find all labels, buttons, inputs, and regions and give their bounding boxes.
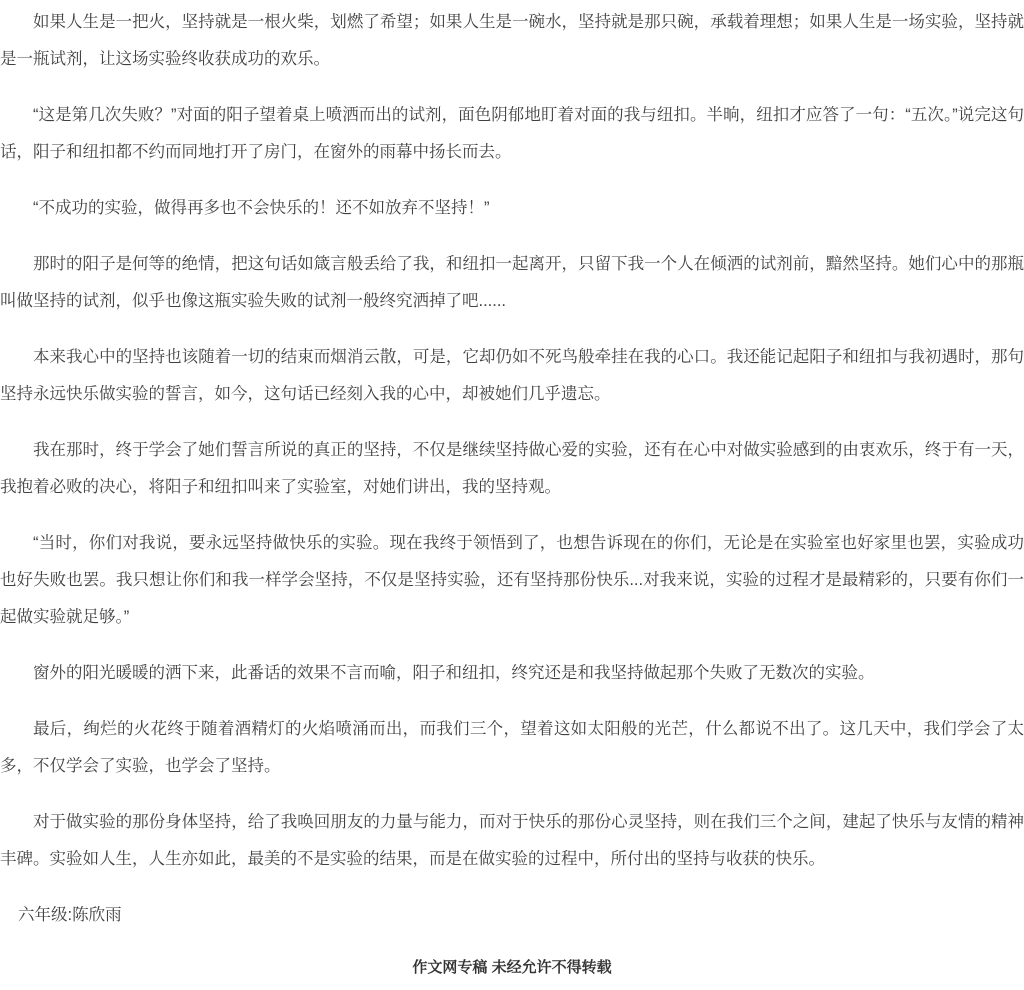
copyright-notice: 作文网专稿 未经允许不得转载 xyxy=(412,959,612,976)
essay-paragraph: 那时的阳子是何等的绝情，把这句话如箴言般丢给了我，和纽扣一起离开，只留下我一个人在倾洒的试剂前，黯然坚持。她们心中的那瓶叫做坚持的试剂，似乎也像这瓶实验失败的试剂一般终究洒掉了吧...... xyxy=(0,255,1024,310)
essay-paragraph: 我在那时，终于学会了她们誓言所说的真正的坚持，不仅是继续坚持做心爱的实验，还有在心中对做实验感到的由衷欢乐，终于有一天，我抱着必败的决心，将阳子和纽扣叫来了实验室，对她们讲出，我的坚持观。 xyxy=(0,441,1024,496)
essay-paragraph: 本来我心中的坚持也该随着一切的结束而烟消云散，可是，它却仍如不死鸟般牵挂在我的心口。我还能记起阳子和纽扣与我初遇时，那句坚持永远快乐做实验的誓言，如今，这句话已经刻入我的心中，却被她们几乎遗忘。 xyxy=(0,348,1024,403)
essay-paragraph: “不成功的实验，做得再多也不会快乐的！还不如放弃不坚持！” xyxy=(33,199,490,217)
essay-paragraph: “当时，你们对我说，要永远坚持做快乐的实验。现在我终于领悟到了，也想告诉现在的你们，无论是在实验室也好家里也罢，实验成功也好失败也罢。我只想让你们和我一样学会坚持，不仅是坚持实验，还有坚持那份快乐...对我来说，实验的过程才是最精彩的，只要有你们一起做实验就足够。” xyxy=(0,534,1024,626)
essay-paragraph: 窗外的阳光暖暖的洒下来，此番话的效果不言而喻，阳子和纽扣，终究还是和我坚持做起那个失败了无数次的实验。 xyxy=(33,664,875,682)
essay-paragraph: 对于做实验的那份身体坚持，给了我唤回朋友的力量与能力，而对于快乐的那份心灵坚持，则在我们三个之间，建起了快乐与友情的精神丰碑。实验如人生，人生亦如此，最美的不是实验的结果，而是在做实验的过程中，所付出的坚持与收获的快乐。 xyxy=(0,813,1024,868)
author-signature: 六年级:陈欣雨 xyxy=(18,906,122,924)
essay-paragraph: 如果人生是一把火，坚持就是一根火柴，划燃了希望；如果人生是一碗水，坚持就是那只碗，承载着理想；如果人生是一场实验，坚持就是一瓶试剂，让这场实验终收获成功的欢乐。 xyxy=(0,13,1024,68)
essay-paragraph: “这是第几次失败？”对面的阳子望着桌上喷洒而出的试剂，面色阴郁地盯着对面的我与纽扣。半晌，纽扣才应答了一句：“五次。”说完这句话，阳子和纽扣都不约而同地打开了房门，在窗外的雨幕中扬长而去。 xyxy=(0,106,1024,161)
essay-paragraph: 最后，绚烂的火花终于随着酒精灯的火焰喷涌而出，而我们三个，望着这如太阳般的光芒，什么都说不出了。这几天中，我们学会了太多，不仅学会了实验，也学会了坚持。 xyxy=(0,720,1024,775)
essay-body xyxy=(0,4,1024,878)
